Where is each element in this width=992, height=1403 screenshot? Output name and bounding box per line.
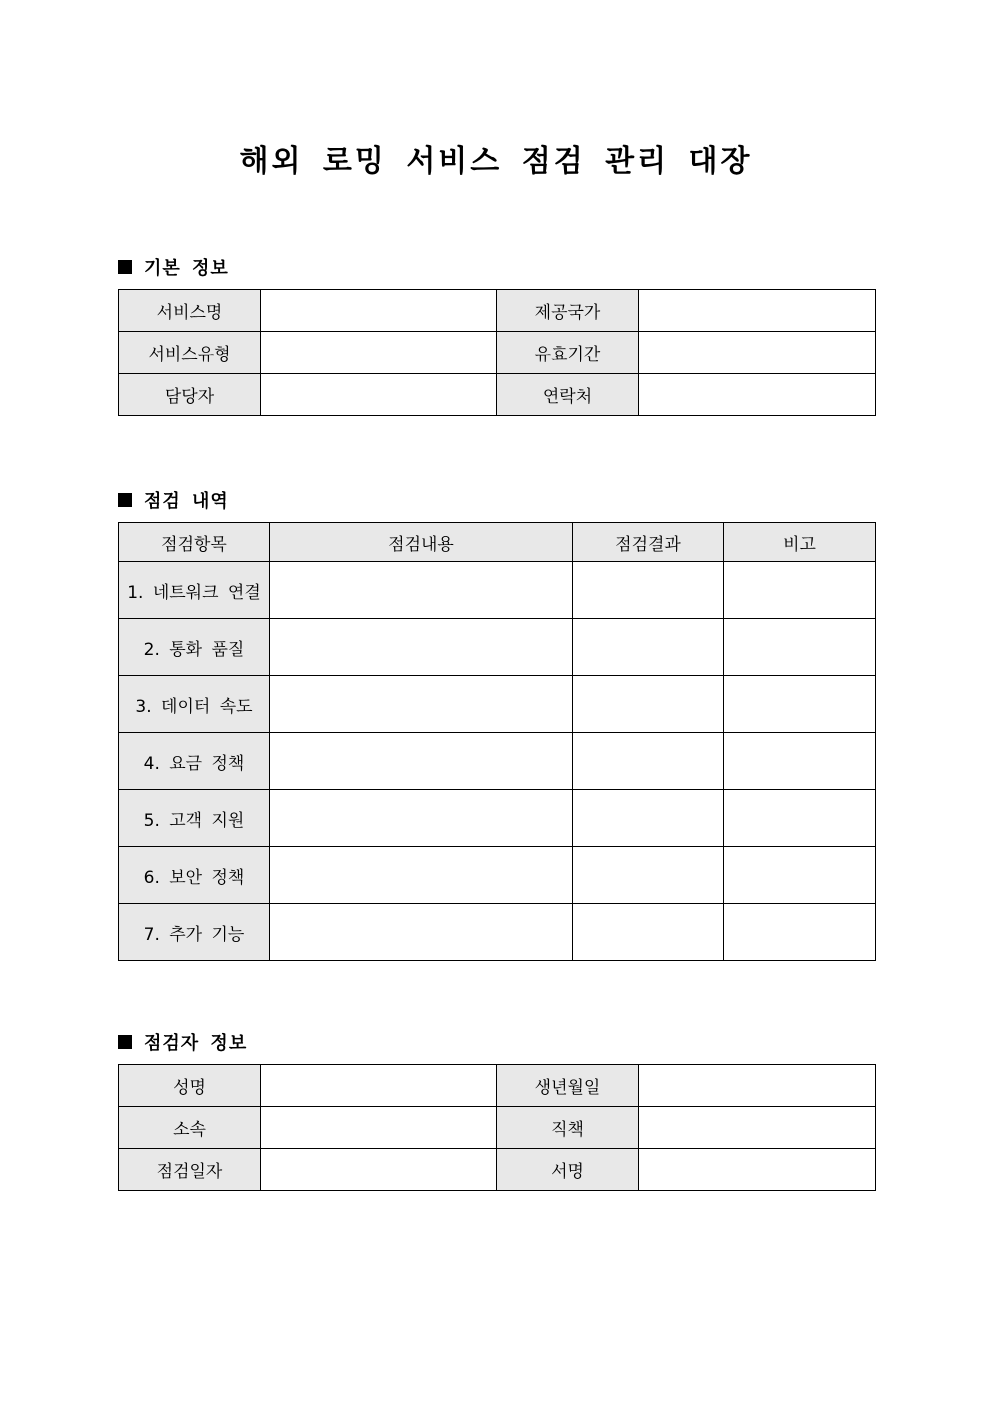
inspection-result-field[interactable] bbox=[573, 619, 724, 676]
section-heading-inspection-label: 점검 내역 bbox=[144, 491, 229, 512]
name-field[interactable] bbox=[261, 1065, 497, 1107]
inspection-item: 4. 요금 정책 bbox=[119, 733, 270, 790]
inspection-result-field[interactable] bbox=[573, 676, 724, 733]
name-label: 성명 bbox=[119, 1065, 261, 1107]
inspection-item: 6. 보안 정책 bbox=[119, 847, 270, 904]
inspection-content-field[interactable] bbox=[270, 619, 573, 676]
table-row bbox=[119, 904, 876, 961]
table-row bbox=[119, 562, 876, 619]
inspection-note-field[interactable] bbox=[724, 733, 876, 790]
column-header-result: 점검결과 bbox=[573, 523, 724, 562]
inspection-table bbox=[118, 522, 876, 961]
inspection-date-field[interactable] bbox=[261, 1149, 497, 1191]
inspection-result-field[interactable] bbox=[573, 733, 724, 790]
section-heading-inspector bbox=[118, 1029, 247, 1055]
table-row bbox=[119, 619, 876, 676]
section-heading-basic bbox=[118, 254, 229, 280]
inspection-content-field[interactable] bbox=[270, 904, 573, 961]
table-row bbox=[119, 1065, 876, 1107]
table-row bbox=[119, 1107, 876, 1149]
inspection-content-field[interactable] bbox=[270, 790, 573, 847]
affiliation-field[interactable] bbox=[261, 1107, 497, 1149]
table-row bbox=[119, 374, 876, 416]
birthdate-label: 생년월일 bbox=[497, 1065, 639, 1107]
position-label: 직책 bbox=[497, 1107, 639, 1149]
table-row bbox=[119, 1149, 876, 1191]
inspection-item: 5. 고객 지원 bbox=[119, 790, 270, 847]
inspection-result-field[interactable] bbox=[573, 790, 724, 847]
inspection-result-field[interactable] bbox=[573, 562, 724, 619]
provider-country-field[interactable] bbox=[639, 290, 876, 332]
table-row bbox=[119, 733, 876, 790]
inspection-item: 3. 데이터 속도 bbox=[119, 676, 270, 733]
basic-info-table bbox=[118, 289, 876, 416]
inspection-content-field[interactable] bbox=[270, 847, 573, 904]
inspection-result-field[interactable] bbox=[573, 847, 724, 904]
service-name-field[interactable] bbox=[261, 290, 497, 332]
birthdate-field[interactable] bbox=[639, 1065, 876, 1107]
inspection-note-field[interactable] bbox=[724, 676, 876, 733]
table-row bbox=[119, 290, 876, 332]
column-header-content: 점검내용 bbox=[270, 523, 573, 562]
inspection-note-field[interactable] bbox=[724, 904, 876, 961]
service-type-field[interactable] bbox=[261, 332, 497, 374]
position-field[interactable] bbox=[639, 1107, 876, 1149]
inspection-item: 1. 네트워크 연결 bbox=[119, 562, 270, 619]
signature-field[interactable] bbox=[639, 1149, 876, 1191]
section-heading-inspector-label: 점검자 정보 bbox=[144, 1033, 248, 1054]
square-bullet-icon bbox=[118, 1035, 132, 1049]
validity-period-field[interactable] bbox=[639, 332, 876, 374]
signature-label: 서명 bbox=[497, 1149, 639, 1191]
page-title: 해외 로밍 서비스 점검 관리 대장 bbox=[239, 144, 753, 179]
section-heading-inspection bbox=[118, 487, 229, 513]
provider-country-label: 제공국가 bbox=[497, 290, 639, 332]
table-header-row bbox=[119, 523, 876, 562]
table-row bbox=[119, 847, 876, 904]
contact-field[interactable] bbox=[639, 374, 876, 416]
affiliation-label: 소속 bbox=[119, 1107, 261, 1149]
table-row bbox=[119, 790, 876, 847]
inspection-content-field[interactable] bbox=[270, 562, 573, 619]
table-row bbox=[119, 332, 876, 374]
inspection-item: 7. 추가 기능 bbox=[119, 904, 270, 961]
inspection-note-field[interactable] bbox=[724, 790, 876, 847]
manager-field[interactable] bbox=[261, 374, 497, 416]
contact-label: 연락처 bbox=[497, 374, 639, 416]
table-row bbox=[119, 676, 876, 733]
inspection-note-field[interactable] bbox=[724, 562, 876, 619]
validity-period-label: 유효기간 bbox=[497, 332, 639, 374]
inspection-date-label: 점검일자 bbox=[119, 1149, 261, 1191]
inspection-note-field[interactable] bbox=[724, 847, 876, 904]
square-bullet-icon bbox=[118, 493, 132, 507]
inspection-content-field[interactable] bbox=[270, 733, 573, 790]
section-heading-basic-label: 기본 정보 bbox=[144, 258, 229, 279]
column-header-note: 비고 bbox=[724, 523, 876, 562]
square-bullet-icon bbox=[118, 260, 132, 274]
inspection-note-field[interactable] bbox=[724, 619, 876, 676]
service-name-label: 서비스명 bbox=[119, 290, 261, 332]
inspection-result-field[interactable] bbox=[573, 904, 724, 961]
manager-label: 담당자 bbox=[119, 374, 261, 416]
column-header-item: 점검항목 bbox=[119, 523, 270, 562]
inspection-item: 2. 통화 품질 bbox=[119, 619, 270, 676]
inspector-info-table bbox=[118, 1064, 876, 1191]
service-type-label: 서비스유형 bbox=[119, 332, 261, 374]
inspection-content-field[interactable] bbox=[270, 676, 573, 733]
